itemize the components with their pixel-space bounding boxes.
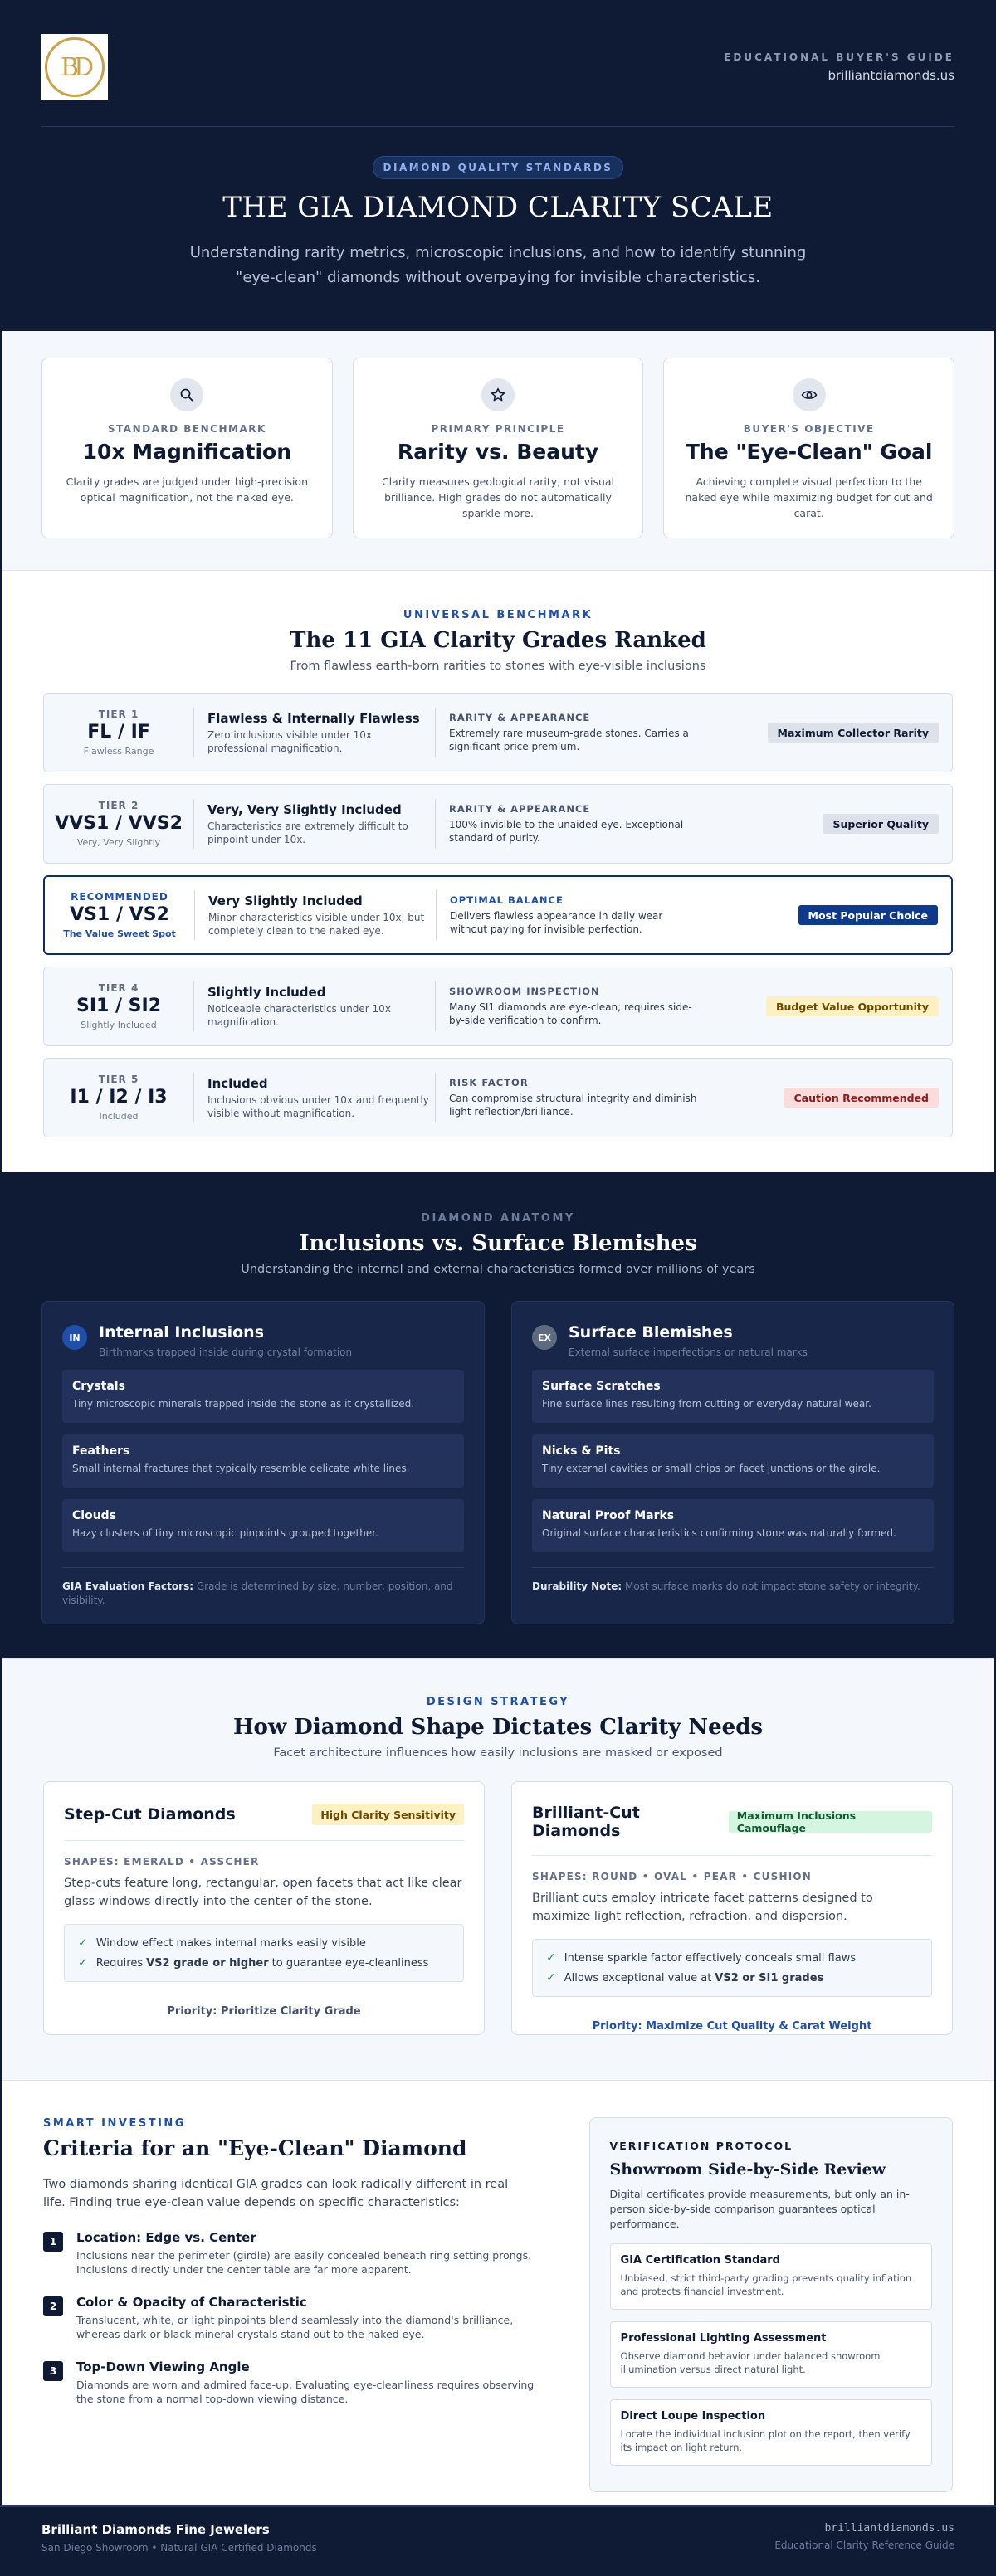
item-title: Surface Scratches xyxy=(542,1380,661,1393)
card-title: Surface Blemishes xyxy=(569,1323,733,1342)
guide-label xyxy=(724,51,954,83)
check-item: ✓ Allows exceptional value at VS2 or SI1 grades xyxy=(546,1971,824,1984)
check-icon: ✓ xyxy=(546,1971,556,1984)
principle-text: Achieving complete visual perfection to the naked eye while maximizing budget for cut and carat. xyxy=(685,475,933,519)
principle-title: Rarity vs. Beauty xyxy=(397,440,599,464)
note-label: Durability Note: xyxy=(532,1580,622,1592)
principle-card xyxy=(353,358,644,538)
internal-badge: IN xyxy=(62,1325,87,1350)
note-text: Grade is determined by size, number, position, and visibility. xyxy=(62,1580,453,1606)
hero-header xyxy=(0,0,996,329)
principle-text: Clarity measures geological rarity, not visual brilliance. High grades do not automatically sparkle more. xyxy=(381,475,615,519)
search-icon xyxy=(170,378,203,411)
criterion-text: Inclusions near the perimeter (girdle) are easily concealed beneath ring setting prongs. Inclusions directly under the center table are far more apparent. xyxy=(76,2249,532,2276)
item-title: Professional Lighting Assessment xyxy=(620,2332,827,2345)
checklist xyxy=(64,1924,464,1982)
footer-tagline: Educational Clarity Reference Guide xyxy=(774,2539,954,2551)
sensitivity-tag: High Clarity Sensitivity xyxy=(312,1804,464,1825)
guide-kicker: EDUCATIONAL BUYER'S GUIDE xyxy=(724,51,954,63)
section-lead: Two diamonds sharing identical GIA grades can look radically different in real life. Finding true eye-clean value depends on specific characteristics: xyxy=(43,2178,509,2209)
grade-code: I1 / I2 / I3 xyxy=(70,1087,168,1108)
grade-range-name: Very, Very Slightly xyxy=(76,837,161,848)
section-eyebrow: DESIGN STRATEGY xyxy=(426,1696,570,1708)
grade-row xyxy=(43,967,953,1046)
section-pill: DIAMOND QUALITY STANDARDS xyxy=(373,156,623,179)
check-item: ✓ Requires VS2 grade or higher to guarantee eye-cleanliness xyxy=(78,1956,429,1970)
blemish-item xyxy=(532,1370,934,1423)
principle-title: The "Eye-Clean" Goal xyxy=(685,440,933,464)
criterion-item xyxy=(43,2359,551,2406)
criterion-heading: Location: Edge vs. Center xyxy=(76,2230,256,2245)
note-label: GIA Evaluation Factors: xyxy=(62,1580,194,1592)
internal-inclusions-card xyxy=(42,1301,485,1624)
verification-panel xyxy=(589,2117,953,2492)
section-title: Criteria for an "Eye-Clean" Diamond xyxy=(43,2136,467,2160)
grade-row xyxy=(43,1058,953,1137)
external-badge: EX xyxy=(532,1325,557,1350)
section-subtitle: From flawless earth-born rarities to stones with eye-visible inclusions xyxy=(290,660,706,673)
grade-rarity-label: SHOWROOM INSPECTION xyxy=(449,986,600,997)
panel-lead: Digital certificates provide measurements, but only an in-person side-by-side comparison guarantees optical performance. xyxy=(609,2188,910,2230)
priority-label: Priority: Maximize Cut Quality & Carat Weight xyxy=(592,2020,872,2033)
principle-text: Clarity grades are judged under high-precision optical magnification, not the naked eye. xyxy=(66,475,309,504)
criterion-number: 1 xyxy=(43,2232,63,2252)
surface-blemishes-card xyxy=(511,1301,954,1624)
item-title: Feathers xyxy=(72,1444,130,1458)
grade-heading: Very Slightly Included xyxy=(208,893,363,908)
criterion-text: Diamonds are worn and admired face-up. Evaluating eye-cleanliness requires observing the stone from a normal top-down viewing distance. xyxy=(76,2379,535,2405)
card-subtitle: External surface imperfections or natural marks xyxy=(569,1346,808,1358)
item-title: Clouds xyxy=(72,1509,117,1522)
shape-description: Step-cuts feature long, rectangular, open facets that act like clear glass windows directly into the center of the stone. xyxy=(64,1877,462,1908)
section-eyebrow: UNIVERSAL BENCHMARK xyxy=(403,609,593,621)
criterion-text: Translucent, white, or light pinpoints blend seamlessly into the diamond's brilliance, whereas dark or black mineral crystals stand out to the naked eye. xyxy=(76,2314,514,2340)
grade-description: Minor characteristics visible under 10x, but completely clean to the naked eye. xyxy=(208,911,425,937)
section-title: The 11 GIA Clarity Grades Ranked xyxy=(290,628,706,653)
grade-badge: Most Popular Choice xyxy=(798,905,938,925)
item-title: GIA Certification Standard xyxy=(620,2254,780,2267)
footer-brand: Brilliant Diamonds Fine Jewelers xyxy=(42,2522,270,2537)
step-cut-card xyxy=(43,1781,485,2035)
grade-badge: Budget Value Opportunity xyxy=(766,996,939,1016)
item-text: Tiny external cavities or small chips on facet junctions or the girdle. xyxy=(542,1463,881,1474)
grade-code: VVS1 / VVS2 xyxy=(55,813,183,834)
section-eyebrow: DIAMOND ANATOMY xyxy=(421,1212,575,1225)
check-icon: ✓ xyxy=(78,1936,88,1950)
grade-heading: Included xyxy=(208,1075,268,1091)
grade-description: Noticeable characteristics under 10x magnification. xyxy=(208,1002,391,1028)
evaluation-note xyxy=(62,1567,464,1608)
principle-eyebrow: BUYER'S OBJECTIVE xyxy=(743,423,875,435)
durability-note xyxy=(532,1567,934,1594)
item-text: Small internal fractures that typically resemble delicate white lines. xyxy=(72,1463,410,1474)
inclusion-item xyxy=(62,1499,464,1552)
section-subtitle: Understanding the internal and external characteristics formed over millions of years xyxy=(241,1263,755,1276)
shape-list: SHAPES: EMERALD • ASSCHER xyxy=(64,1856,260,1867)
card-title: Step-Cut Diamonds xyxy=(64,1805,236,1824)
page-subtitle: Understanding rarity metrics, microscopic inclusions, and how to identify stunning "eye-clean" diamonds without overpaying for invisible characteristics. xyxy=(189,244,807,286)
section-subtitle: Facet architecture influences how easily inclusions are masked or exposed xyxy=(273,1746,723,1760)
item-title: Crystals xyxy=(72,1380,125,1393)
grade-rarity-text: Extremely rare museum-grade stones. Carries a significant price premium. xyxy=(449,728,689,752)
eye-clean-section xyxy=(2,2080,994,2505)
panel-title: Showroom Side-by-Side Review xyxy=(609,2160,886,2179)
grade-heading: Very, Very Slightly Included xyxy=(208,801,402,817)
item-title: Direct Loupe Inspection xyxy=(620,2410,766,2423)
grade-description: Zero inclusions visible under 10x professional magnification. xyxy=(208,728,373,754)
star-icon xyxy=(481,378,515,411)
section-title: How Diamond Shape Dictates Clarity Needs xyxy=(232,1715,764,1740)
card-subtitle: Birthmarks trapped inside during crystal formation xyxy=(99,1346,353,1358)
item-text: Original surface characteristics confirming stone was naturally formed. xyxy=(542,1527,896,1539)
grade-badge: Caution Recommended xyxy=(784,1088,939,1108)
logo-monogram: BD xyxy=(60,52,90,82)
footer-url-link[interactable]: brilliantdiamonds.us xyxy=(824,2522,954,2535)
grade-tier: TIER 2 xyxy=(98,800,139,811)
checklist xyxy=(532,1939,932,1997)
item-title: Natural Proof Marks xyxy=(542,1509,675,1522)
grade-code: SI1 / SI2 xyxy=(76,996,162,1016)
item-text: Unbiased, strict third-party grading prevents quality inflation and protects financial investment. xyxy=(620,2272,912,2297)
grade-row-recommended xyxy=(43,875,953,955)
grade-rarity-text: Delivers flawless appearance in daily wear without paying for invisible perfection. xyxy=(450,910,663,935)
principle-card xyxy=(663,358,954,538)
section-eyebrow: SMART INVESTING xyxy=(43,2117,186,2130)
camouflage-tag: Maximum Inclusions Camouflage xyxy=(729,1811,932,1833)
check-icon: ✓ xyxy=(546,1951,556,1965)
grade-range-name: The Value Sweet Spot xyxy=(63,928,176,939)
criterion-number: 3 xyxy=(43,2361,63,2381)
grade-range-name: Slightly Included xyxy=(81,1020,157,1030)
item-title: Nicks & Pits xyxy=(542,1444,621,1458)
grade-rarity-label: RARITY & APPEARANCE xyxy=(449,803,591,815)
card-title: Brilliant-Cut Diamonds xyxy=(532,1804,640,1840)
section-title: Inclusions vs. Surface Blemishes xyxy=(299,1231,697,1256)
criterion-heading: Top-Down Viewing Angle xyxy=(76,2359,250,2374)
grade-code: VS1 / VS2 xyxy=(70,904,169,925)
grade-heading: Slightly Included xyxy=(208,984,326,1000)
criterion-item xyxy=(43,2295,551,2341)
inclusion-item xyxy=(62,1434,464,1488)
item-text: Locate the individual inclusion plot on the report, then verify its impact on light return. xyxy=(620,2428,911,2453)
page-footer xyxy=(0,2505,996,2576)
verification-item xyxy=(610,2321,932,2388)
footer-location: San Diego Showroom • Natural GIA Certified Diamonds xyxy=(42,2542,317,2554)
grade-rarity-label: RARITY & APPEARANCE xyxy=(449,712,591,723)
criterion-number: 2 xyxy=(43,2296,63,2316)
item-text: Fine surface lines resulting from cutting or everyday natural wear. xyxy=(542,1398,872,1410)
grade-badge: Maximum Collector Rarity xyxy=(768,723,939,743)
note-text: Most surface marks do not impact stone safety or integrity. xyxy=(624,1580,920,1592)
principle-card xyxy=(42,358,333,538)
grade-badge: Superior Quality xyxy=(823,814,939,834)
grade-heading: Flawless & Internally Flawless xyxy=(208,710,420,726)
grade-tier: TIER 4 xyxy=(98,982,139,994)
principle-eyebrow: PRIMARY PRINCIPLE xyxy=(431,423,565,435)
criterion-item xyxy=(43,2230,551,2277)
grade-row xyxy=(43,784,953,864)
grade-list xyxy=(43,693,953,1137)
grade-tier: RECOMMENDED xyxy=(71,891,168,903)
inclusion-item xyxy=(62,1370,464,1423)
hero-divider xyxy=(42,126,954,127)
grade-rarity-label: RISK FACTOR xyxy=(449,1077,529,1088)
grade-range-name: Flawless Range xyxy=(83,746,154,757)
item-text: Hazy clusters of tiny microscopic pinpoints grouped together. xyxy=(72,1527,378,1539)
item-text: Tiny microscopic minerals trapped inside the stone as it crystallized. xyxy=(72,1398,415,1410)
verification-item xyxy=(610,2399,932,2466)
grade-rarity-text: 100% invisible to the unaided eye. Exceptional standard of purity. xyxy=(449,819,684,844)
grade-row xyxy=(43,693,953,772)
principle-title: 10x Magnification xyxy=(82,440,291,464)
priority-label: Priority: Prioritize Clarity Grade xyxy=(167,2005,361,2018)
grades-section xyxy=(2,570,994,1172)
shape-description: Brilliant cuts employ intricate facet patterns designed to maximize light reflection, refraction, and dispersion. xyxy=(532,1892,873,1923)
criterion-heading: Color & Opacity of Characteristic xyxy=(76,2295,307,2310)
check-icon: ✓ xyxy=(78,1956,88,1970)
grade-description: Characteristics are extremely difficult to pinpoint under 10x. xyxy=(208,820,408,845)
anatomy-section xyxy=(0,1172,996,1658)
shape-section xyxy=(2,1658,994,2080)
eye-icon xyxy=(793,378,826,411)
brand-logo[interactable] xyxy=(42,34,108,100)
grade-tier: TIER 1 xyxy=(98,709,139,720)
grade-rarity-text: Many SI1 diamonds are eye-clean; requires side-by-side verification to confirm. xyxy=(449,1001,692,1026)
grade-tier: TIER 5 xyxy=(98,1074,139,1085)
guide-url-link[interactable]: brilliantdiamonds.us xyxy=(828,68,954,83)
panel-kicker: VERIFICATION PROTOCOL xyxy=(609,2140,793,2152)
blemish-item xyxy=(532,1434,934,1488)
grade-rarity-label: OPTIMAL BALANCE xyxy=(450,894,564,906)
shape-list: SHAPES: ROUND • OVAL • PEAR • CUSHION xyxy=(532,1871,812,1882)
grade-description: Inclusions obvious under 10x and frequently visible without magnification. xyxy=(208,1093,429,1119)
check-item: ✓ Intense sparkle factor effectively conceals small flaws xyxy=(546,1951,857,1965)
page-title: THE GIA DIAMOND CLARITY SCALE xyxy=(222,191,774,224)
principles-section xyxy=(2,329,994,570)
principle-eyebrow: STANDARD BENCHMARK xyxy=(107,423,266,435)
verification-item xyxy=(610,2243,932,2310)
brilliant-cut-card xyxy=(511,1781,953,2035)
check-item: ✓ Window effect makes internal marks easily visible xyxy=(78,1936,366,1950)
grade-code: FL / IF xyxy=(87,722,150,743)
item-text: Observe diamond behavior under balanced showroom illumination versus direct natural light. xyxy=(620,2350,881,2375)
grade-rarity-text: Can compromise structural integrity and diminish light reflection/brilliance. xyxy=(449,1093,697,1118)
grade-range-name: Included xyxy=(99,1111,139,1122)
card-title: Internal Inclusions xyxy=(99,1323,265,1342)
blemish-item xyxy=(532,1499,934,1552)
